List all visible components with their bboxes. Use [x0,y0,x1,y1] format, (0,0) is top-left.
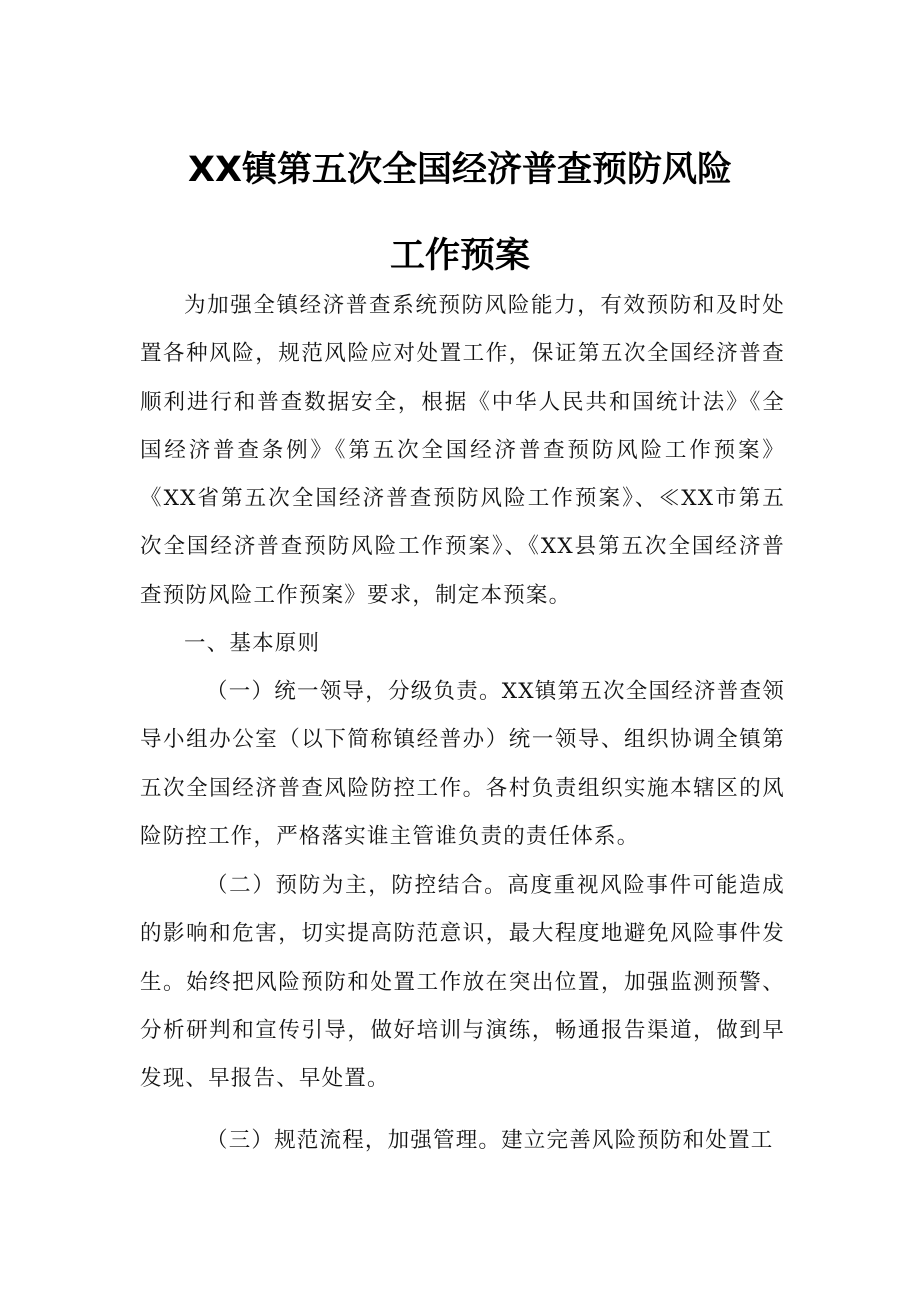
intro-paragraph: 为加强全镇经济普查系统预防风险能力，有效预防和及时处置各种风险，规范风险应对处置工作，保证第五次全国经济普查顺利进行和普查数据安全，根据《中华人民共和国统计法》《全国经济普查条例》《第五次全国经济普查预防风险工作预案》《XX省第五次全国经济普查预防风险工作预案》、≪XX市第五次全国经济普查预防风险工作预案》、《XX县第五次全国经济普查预防风险工作预案》要求，制定本预案。 [140,293,785,608]
document-title-line1: XX镇第五次全国经济普查预防风险 [188,150,732,190]
section-heading-basic-principles: 一、基本原则 [184,631,321,656]
document-body-intro [140,282,785,620]
document-title-line2: 工作预案 [389,236,530,276]
principle-2-paragraph: （二）预防为主，防控结合。高度重视风险事件可能造成的影响和危害，切实提高防范意识，最大程度地避免风险事件发生。始终把风险预防和处置工作放在突出位置，加强监测预警、分析研判和宣传引导，做好培训与演练，畅通报告渠道，做到早发现、早报告、早处置。 [140,873,785,1092]
principle-3-paragraph: （三）规范流程，加强管理。建立完善风险预防和处置工 [206,1128,774,1153]
principle-1-paragraph: （一）统一领导，分级负责。XX镇第五次全国经济普查领导小组办公室（以下简称镇经普办）统一领导、组织协调全镇第五次全国经济普查风险防控工作。各村负责组织实施本辖区的风险防控工作，严格落实谁主管谁负责的责任体系。 [140,679,785,849]
document-body-principle3 [140,1117,785,1165]
document-body-section1 [140,620,785,668]
document-body-principle1 [140,668,785,861]
document-body-principle2 [140,862,785,1103]
